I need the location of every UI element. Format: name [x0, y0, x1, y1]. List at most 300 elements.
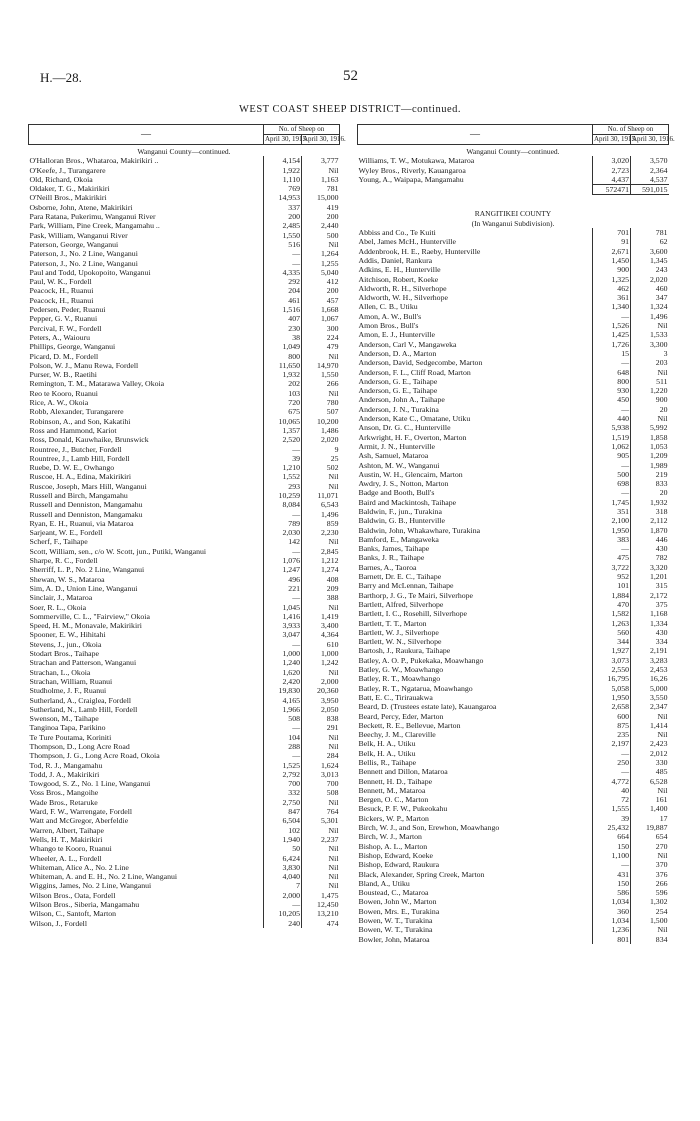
sheep-1916: 266 [326, 379, 339, 389]
owner-name: Sarjeant, W. E., Fordell [29, 528, 103, 538]
sheep-1915: 600 [593, 712, 631, 721]
table-row [29, 919, 340, 928]
sheep-1916: Nil [657, 711, 668, 721]
sheep-1915: 5,938 [593, 423, 631, 432]
owner-name: Batley, G. W., Moawhango [358, 665, 444, 675]
owner-name: Birch, W. J., and Son, Erewhon, Moawhango [358, 823, 500, 833]
sheep-1916: 507 [326, 407, 339, 417]
sheep-1915: 1,950 [593, 693, 631, 702]
table-row [29, 426, 340, 435]
sheep-1915: 508 [264, 714, 302, 723]
owner-name: Beckett, R. E., Bellevue, Marton [358, 720, 461, 730]
sheep-1916: 610 [326, 639, 339, 649]
table-row [358, 879, 669, 888]
owner-name: Peacock, H., Ruanui [29, 286, 94, 296]
sheep-1915: 450 [593, 395, 631, 404]
sheep-1916: 3,777 [320, 156, 339, 166]
sheep-1916: 419 [326, 202, 339, 212]
table-row [29, 593, 340, 602]
sheep-1915: 2,750 [264, 798, 302, 807]
table-row [29, 723, 340, 732]
owner-name: O'Keefe, J., Turangarere [29, 165, 106, 175]
table-row [29, 379, 340, 388]
sheep-1916: Nil [328, 732, 339, 742]
sheep-1915: 431 [593, 870, 631, 879]
sheep-1916: 161 [655, 795, 668, 805]
owner-name: Sutherland, N., Lamb Hill, Fordell [29, 704, 138, 714]
sheep-1916: 3,300 [649, 339, 668, 349]
table-row [358, 526, 669, 535]
sheep-1916: 1,870 [649, 525, 668, 535]
sheep-1915: 1,884 [593, 591, 631, 600]
owner-name: Beard, Percy, Eder, Marton [358, 711, 444, 721]
sheep-1915: 440 [593, 414, 631, 423]
table-row [29, 649, 340, 658]
owner-name: Amon, E. J., Hunterville [358, 330, 435, 340]
col-1916-header: April 30, 1916. [632, 135, 675, 143]
sheep-1916: 2,000 [320, 676, 339, 686]
sheep-1915: 8,084 [264, 500, 302, 509]
sheep-1915: 2,792 [264, 770, 302, 779]
page-header [40, 70, 660, 90]
sheep-1916: 700 [326, 779, 339, 789]
owner-name: Bowen, W. T., Turakina [358, 925, 433, 935]
table-row [358, 498, 669, 507]
owner-name: Allen, C. B., Utiku [358, 302, 418, 312]
table-row [358, 767, 669, 776]
owner-name: Tanginoa Tapa, Parikino [29, 723, 106, 733]
page-title: WEST COAST SHEEP DISTRICT—continued. [239, 104, 461, 115]
table-row [358, 247, 669, 256]
owner-name: O'Halloran Bros., Whataroa, Makirikiri .. [29, 156, 159, 166]
right-column [357, 124, 675, 944]
sheep-1915: 500 [593, 470, 631, 479]
table-row [358, 832, 669, 841]
sheep-1915: 204 [264, 286, 302, 295]
table-row [29, 603, 340, 612]
table-row [358, 553, 669, 562]
sheep-1916: Nil [328, 872, 339, 882]
owner-name: Baldwin, G. B., Hunterville [358, 516, 445, 526]
sheep-1916: 2,230 [320, 528, 339, 538]
sheep-1916: 315 [655, 581, 668, 591]
owner-name: Voss Bros., Mangoihe [29, 788, 99, 798]
sheep-1916: Nil [328, 825, 339, 835]
sheep-1916: 284 [326, 751, 339, 761]
sheep-1916: 1,255 [320, 258, 339, 268]
table-row [358, 414, 669, 423]
sheep-1915: 1,357 [264, 426, 302, 435]
sheep-1916: Nil [657, 850, 668, 860]
owner-name: Para Ratana, Pukerimu, Wanganui River [29, 212, 156, 222]
sheep-1916: Nil [328, 351, 339, 361]
sheep-1916: 2,012 [649, 748, 668, 758]
table-row [29, 826, 340, 835]
table-row [29, 844, 340, 853]
table-row [358, 405, 669, 414]
county-heading: RANGITIKEI COUNTY [474, 209, 552, 219]
owner-name: Strachan, L., Okoia [29, 667, 91, 677]
owner-name: Bartlett, W. N., Silverhope [358, 637, 442, 647]
owner-name: Park, William, Pine Creek, Mangamahu .. [29, 221, 160, 231]
owner-name: Scott, William, sen., c/o W. Scott, jun., Putiki, Wanganui [29, 546, 207, 556]
sheep-1915: 1,726 [593, 340, 631, 349]
sheep-1916: Nil [328, 602, 339, 612]
owner-name: Bartlett, T. T., Marton [358, 618, 427, 628]
table-row [358, 312, 669, 321]
owner-name: Bartlett, Alfred, Silverhope [358, 599, 444, 609]
owner-name: Ryan, E. H., Ruanui, via Mataroa [29, 518, 134, 528]
sheep-1915: 2,197 [593, 739, 631, 748]
sheep-1915: 1,922 [264, 166, 302, 175]
sheep-1915: 2,550 [593, 665, 631, 674]
table-row [29, 398, 340, 407]
table-row [29, 761, 340, 770]
sheep-1915: 900 [593, 265, 631, 274]
owner-name: Bowen, Mrs. E., Turakina [358, 906, 440, 916]
owner-name: Russell and Denniston, Mangamaku [29, 509, 143, 519]
table-row [358, 656, 669, 665]
sheep-1916: 1,624 [320, 760, 339, 770]
page-number: 52 [343, 68, 358, 84]
table-row [29, 863, 340, 872]
sheep-1916: 11,071 [317, 490, 339, 500]
table-row [358, 340, 669, 349]
section-heading: Wanganui County—continued. [137, 147, 231, 156]
table-row [358, 175, 669, 185]
owner-name: Wells, H. T., Makirikiri [29, 834, 103, 844]
owner-name: Warren, Albert, Taihape [29, 825, 104, 835]
sheep-1916: 1,168 [649, 609, 668, 619]
sheep-1915: — [593, 405, 631, 414]
table-row [358, 433, 669, 442]
table-row [29, 342, 340, 351]
sheep-1915: 1,582 [593, 609, 631, 618]
sheep-1915: 6,504 [264, 816, 302, 825]
sheep-1916: 3,400 [320, 621, 339, 631]
sheep-1916: 1,324 [649, 302, 668, 312]
owner-name: Ash, Samuel, Mataroa [358, 451, 429, 461]
sheep-1915: 1,932 [264, 370, 302, 379]
table-row [358, 256, 669, 265]
sheep-1915: 4,335 [264, 268, 302, 277]
sheep-1916: Nil [328, 537, 339, 547]
sheep-1915: 1,425 [593, 330, 631, 339]
owner-name: Bartlett, W. J., Silverhope [358, 627, 439, 637]
owner-name: Phillips, George, Wanganui [29, 342, 116, 352]
table-row [358, 823, 669, 832]
owner-name: Sherriff, L. P., No. 2 Line, Wanganui [29, 565, 145, 575]
sheep-1916: 764 [326, 807, 339, 817]
owner-name: Strachan and Patterson, Wanganui [29, 658, 137, 668]
sheep-1915: 3,830 [264, 863, 302, 872]
sheep-1916: 2,172 [649, 590, 668, 600]
table-row [358, 330, 669, 339]
sheep-1915: 664 [593, 832, 631, 841]
sheep-1916: 479 [326, 342, 339, 352]
table-row [29, 454, 340, 463]
sheep-1916: Nil [328, 797, 339, 807]
sheep-1915: 4,165 [264, 696, 302, 705]
sheep-1915: 292 [264, 277, 302, 286]
owner-name: Bowler, John, Mataroa [358, 934, 430, 944]
sheep-1915: — [264, 593, 302, 602]
sheep-1915: 1,263 [593, 619, 631, 628]
owner-name: Banks, J. R., Taihape [358, 553, 425, 563]
sheep-1916: 2,423 [649, 739, 668, 749]
table-row [358, 897, 669, 906]
sheep-1915: 407 [264, 314, 302, 323]
sheep-1916: 1,414 [649, 720, 668, 730]
sheep-1915: 461 [264, 296, 302, 305]
owner-name: O'Neill Bros., Makirikiri [29, 193, 107, 203]
sheep-1915: 25,432 [593, 823, 631, 832]
table-row [358, 907, 669, 916]
sheep-1916: 330 [655, 758, 668, 767]
owner-name: Beechy, J. M., Clareville [358, 730, 436, 740]
document-reference: H.—28. [40, 70, 82, 85]
sheep-1916: 430 [655, 544, 668, 554]
sheep-1915: — [264, 445, 302, 454]
sheep-1915: 2,671 [593, 247, 631, 256]
sheep-1915: 16,795 [593, 674, 631, 683]
sheep-1915: — [593, 767, 631, 776]
owner-name: Percival, F. W., Fordell [29, 323, 102, 333]
sheep-1915: 150 [593, 879, 631, 888]
sheep-1915: 801 [593, 935, 631, 944]
sheep-1916: 781 [655, 228, 668, 238]
sheep-1915: 10,259 [264, 491, 302, 500]
sheep-1916: 511 [656, 376, 668, 386]
sheep-1916: 370 [655, 860, 668, 870]
right-table [357, 124, 675, 944]
sheep-1915: 4,040 [264, 872, 302, 881]
owner-name: Bellis, R., Taihape [358, 758, 417, 767]
owner-name: Barthorp, J. G., Te Mairi, Silverhope [358, 590, 474, 600]
sheep-1915: 905 [593, 451, 631, 460]
table-row [29, 482, 340, 491]
sheep-1915: 230 [264, 324, 302, 333]
sheep-1916: Nil [328, 853, 339, 863]
sheep-1915: 383 [593, 535, 631, 544]
sheep-1916: 859 [326, 518, 339, 528]
sheep-1915: 240 [264, 919, 302, 928]
owner-name: Abel, James McH., Hunterville [358, 237, 456, 247]
sheep-1916: 376 [655, 869, 668, 879]
table-row [358, 156, 669, 165]
table-row [29, 705, 340, 714]
sheep-1916: 1,053 [649, 441, 668, 451]
table-row [358, 693, 669, 702]
sheep-1916: Nil [657, 730, 668, 740]
table-row [358, 395, 669, 404]
owner-name: Paterson, George, Wanganui [29, 239, 119, 249]
table-row [29, 435, 340, 444]
sheep-1916: 1,486 [320, 425, 339, 435]
table-row [358, 842, 669, 851]
owner-name: Arkwright, H. F., Overton, Marton [358, 432, 467, 442]
sheep-1915: 1,062 [593, 442, 631, 451]
table-row [358, 804, 669, 813]
sheep-1916: 2,112 [650, 516, 668, 526]
owner-name: Stevens, J., jun., Okoia [29, 639, 102, 649]
owner-name: Sinclair, J., Mataroa [29, 593, 93, 603]
sheep-1916: 1,668 [320, 305, 339, 315]
owner-name: Wilson, C., Santoft, Marton [29, 909, 117, 919]
table-row [29, 193, 340, 202]
table-row [29, 537, 340, 546]
table-row [29, 714, 340, 723]
owner-name: Bartosh, J., Raukura, Taihape [358, 646, 451, 656]
owner-name: Rice, A. W., Okoia [29, 398, 89, 408]
table-row [29, 891, 340, 900]
sheep-1916: 388 [326, 593, 339, 603]
owner-name: Sutherland, A., Craiglea, Fordell [29, 695, 132, 705]
total-1916: 591,015 [631, 185, 669, 195]
sheep-1915: 3,073 [593, 656, 631, 665]
sheep-1915: 1,620 [264, 668, 302, 677]
sheep-1915: — [264, 259, 302, 268]
owner-name: Soer, R. L., Okoia [29, 602, 87, 612]
sheep-1915: 698 [593, 479, 631, 488]
owner-name: Ruscoe, H. A., Edina, Makirikiri [29, 472, 132, 482]
sheep-1916: 457 [326, 295, 339, 305]
sheep-1915: — [264, 751, 302, 760]
table-row [358, 916, 669, 925]
owner-name: Adkins, E. H., Hunterville [358, 265, 441, 275]
table-row [358, 860, 669, 869]
table-row [29, 881, 340, 890]
owner-name: Speed, H. M., Monavale, Makirikiri [29, 621, 142, 631]
sheep-1915: 1,236 [593, 925, 631, 934]
sheep-1916: 2,845 [320, 546, 339, 556]
owner-name: Thompson, J. G., Long Acre Road, Okoia [29, 751, 160, 761]
sheep-1916: 203 [655, 358, 668, 368]
owner-name: Anderson, David, Sedgecombe, Marton [358, 358, 483, 368]
sheep-1915: 1,340 [593, 302, 631, 311]
sheep-1915: 675 [264, 407, 302, 416]
table-row [358, 619, 669, 628]
sheep-1915: 104 [264, 733, 302, 742]
table-row [29, 788, 340, 797]
sheep-1916: 1,242 [320, 658, 339, 668]
sheep-1915: 11,650 [264, 361, 302, 370]
sheep-1916: Nil [657, 785, 668, 795]
sheep-1915: 10,205 [264, 909, 302, 918]
sheep-1915: 102 [264, 826, 302, 835]
table-row [358, 870, 669, 879]
sheep-1915: 1,210 [264, 463, 302, 472]
sheep-1915: — [264, 547, 302, 556]
owner-name: Barnes, A., Taoroa [358, 562, 417, 572]
sheep-1915: 1,240 [264, 658, 302, 667]
left-column [28, 124, 346, 928]
owner-name: Pepper, G. V., Ruanui [29, 314, 98, 324]
table-row [358, 302, 669, 311]
table-row [358, 758, 669, 767]
table-row [29, 668, 340, 677]
owner-name: Peters, A., Waiouru [29, 332, 91, 342]
sheep-1915: 332 [264, 788, 302, 797]
sheep-1915: 351 [593, 507, 631, 516]
sheep-1916: 596 [655, 888, 668, 898]
sheep-1915: 103 [264, 389, 302, 398]
sheep-1916: 12,450 [317, 900, 339, 910]
sheep-1916: 5,301 [320, 816, 339, 826]
sheep-1915: 1,555 [593, 804, 631, 813]
owner-name: Wilson, J., Fordell [29, 918, 88, 928]
sheep-1915: 1,034 [593, 916, 631, 925]
owner-name: Wade Bros., Retaruke [29, 797, 98, 807]
owner-name: Aldworth, R. H., Silverhope [358, 283, 447, 293]
table-row [358, 572, 669, 581]
owner-name: Ross, Donald, Kauwhaike, Brunswick [29, 435, 149, 445]
owner-name: Whiteman, A. and E. H., No. 2 Line, Wanganui [29, 872, 178, 882]
sheep-1916: Nil [328, 862, 339, 872]
sheep-1915: 2,000 [264, 891, 302, 900]
col-1915-header: April 30, 1915. [594, 135, 637, 143]
table-row [29, 407, 340, 416]
sheep-1915: 560 [593, 628, 631, 637]
sheep-1915: 475 [593, 553, 631, 562]
sheep-1916: 5,992 [649, 423, 668, 433]
sheep-1916: Nil [328, 481, 339, 491]
name-column-header: — [358, 125, 593, 145]
sheep-1915: 1,550 [264, 231, 302, 240]
sheep-1915: 7 [264, 881, 302, 890]
sheep-1915: 221 [264, 584, 302, 593]
owner-name: Russell and Denniston, Mangamahu [29, 500, 143, 510]
table-row [358, 423, 669, 432]
sheep-1916: Nil [328, 165, 339, 175]
sheep-1916: 782 [655, 553, 668, 563]
owner-name: Batley, A. O. P., Pukekaka, Moawhango [358, 655, 484, 665]
left-table [28, 124, 346, 928]
owner-name: Bamford, E., Mangaweka [358, 534, 439, 544]
table-row [358, 795, 669, 804]
owner-name: Birch, W. J., Marton [358, 832, 422, 842]
table-row [358, 749, 669, 758]
table-row [358, 442, 669, 451]
owner-name: Amon Bros., Bull's [358, 321, 419, 331]
sheep-1915: 800 [264, 352, 302, 361]
sheep-1916: 200 [326, 212, 339, 222]
sheep-1916: Nil [328, 881, 339, 891]
sheep-1916: Nil [328, 742, 339, 751]
sheep-1916: 3,600 [649, 246, 668, 256]
sheep-1915: 2,485 [264, 221, 302, 230]
sheep-1915: 3,933 [264, 621, 302, 630]
table-row [29, 156, 340, 165]
owner-name: Bickers, W. P., Marton [358, 813, 429, 823]
owner-name: Te Ture Poutama, Koriniti [29, 732, 112, 742]
table-row [358, 470, 669, 479]
table-row [29, 854, 340, 863]
sheep-1915: — [593, 860, 631, 869]
owner-name: Addis, Daniel, Rankura [358, 255, 433, 265]
name-column-header: — [29, 125, 264, 145]
table-row [358, 386, 669, 395]
sheep-1915: 720 [264, 398, 302, 407]
sheep-1916: 3,550 [649, 692, 668, 702]
sheep-1915: 1,049 [264, 342, 302, 351]
table-row [358, 228, 669, 237]
table-row [358, 777, 669, 786]
sheep-1916: 1,858 [649, 432, 668, 442]
sheep-1915: 1,450 [593, 256, 631, 265]
owner-name: Swenson, M., Taihape [29, 714, 99, 724]
sheep-1915: 1,927 [593, 646, 631, 655]
